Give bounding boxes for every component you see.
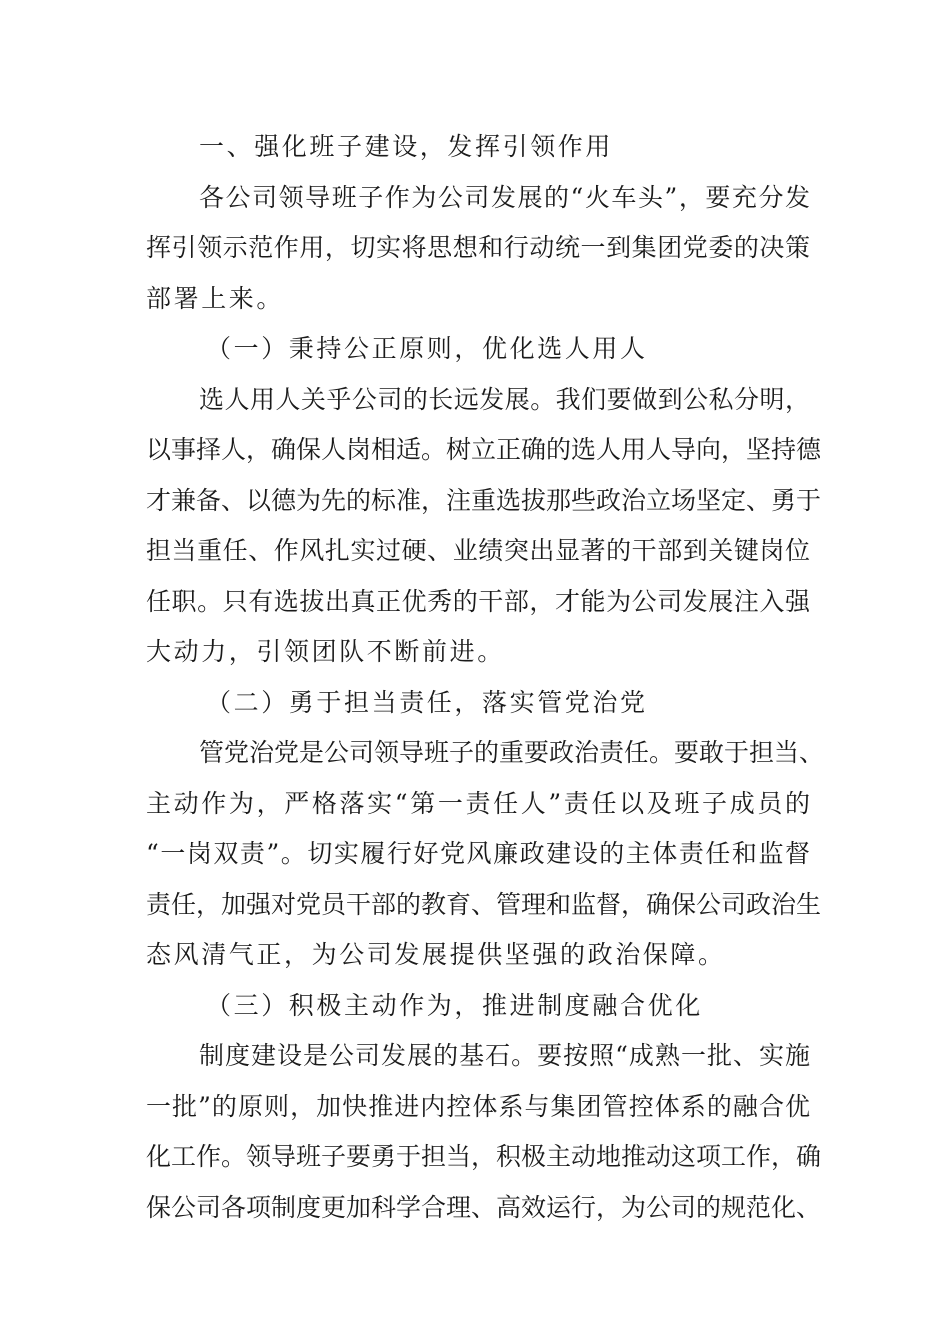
paragraph-line: 态风清气正，为公司发展提供坚强的政治保障。 xyxy=(146,940,726,969)
paragraph-line: 担当重任、作风扎实过硬、业绩突出显著的干部到关键岗位 xyxy=(146,536,810,565)
paragraph-line: 选人用人关乎公司的长远发展。我们要做到公私分明， xyxy=(199,384,810,414)
paragraph-line: 制度建设是公司发展的基石。要按照“成熟一批、实施 xyxy=(199,1041,810,1070)
subsection-heading: （三）积极主动作为，推进制度融合优化 xyxy=(206,990,703,1020)
paragraph-line: 各公司领导班子作为公司发展的“火车头”，要充分发 xyxy=(199,182,810,212)
document-body xyxy=(146,122,825,1233)
paragraph-line: 主动作为，严格落实“第一责任人”责任以及班子成员的 xyxy=(146,788,810,818)
subsection-heading: （二）勇于担当责任，落实管党治党 xyxy=(206,687,648,717)
paragraph-line: 保公司各项制度更加科学合理、高效运行，为公司的规范化、 xyxy=(146,1192,822,1222)
paragraph-line: 以事择人，确保人岗相适。树立正确的选人用人导向，坚持德 xyxy=(146,435,822,464)
paragraph-line: “一岗双责”。切实履行好党风廉政建设的主体责任和监督 xyxy=(146,839,810,868)
paragraph-line: 才兼备、以德为先的标准，注重选拔那些政治立场坚定、勇于 xyxy=(146,485,822,515)
paragraph-line: 挥引领示范作用，切实将思想和行动统一到集团党委的决策 xyxy=(146,233,810,262)
paragraph-line: 大动力，引领团队不断前进。 xyxy=(146,637,505,666)
paragraph-line: 管党治党是公司领导班子的重要政治责任。要敢于担当、 xyxy=(199,738,825,767)
subsection-heading: （一）秉持公正原则，优化选人用人 xyxy=(206,334,648,363)
paragraph-line: 责任，加强对党员干部的教育、管理和监督，确保公司政治生 xyxy=(146,889,822,919)
paragraph-line: 部署上来。 xyxy=(146,283,285,313)
paragraph-line: 化工作。领导班子要勇于担当，积极主动地推动这项工作，确 xyxy=(146,1142,822,1171)
section-heading: 一、强化班子建设，发挥引领作用 xyxy=(199,132,614,161)
paragraph-line: 一批”的原则，加快推进内控体系与集团管控体系的融合优 xyxy=(146,1091,810,1121)
paragraph-line: 任职。只有选拔出真正优秀的干部，才能为公司发展注入强 xyxy=(146,586,810,616)
